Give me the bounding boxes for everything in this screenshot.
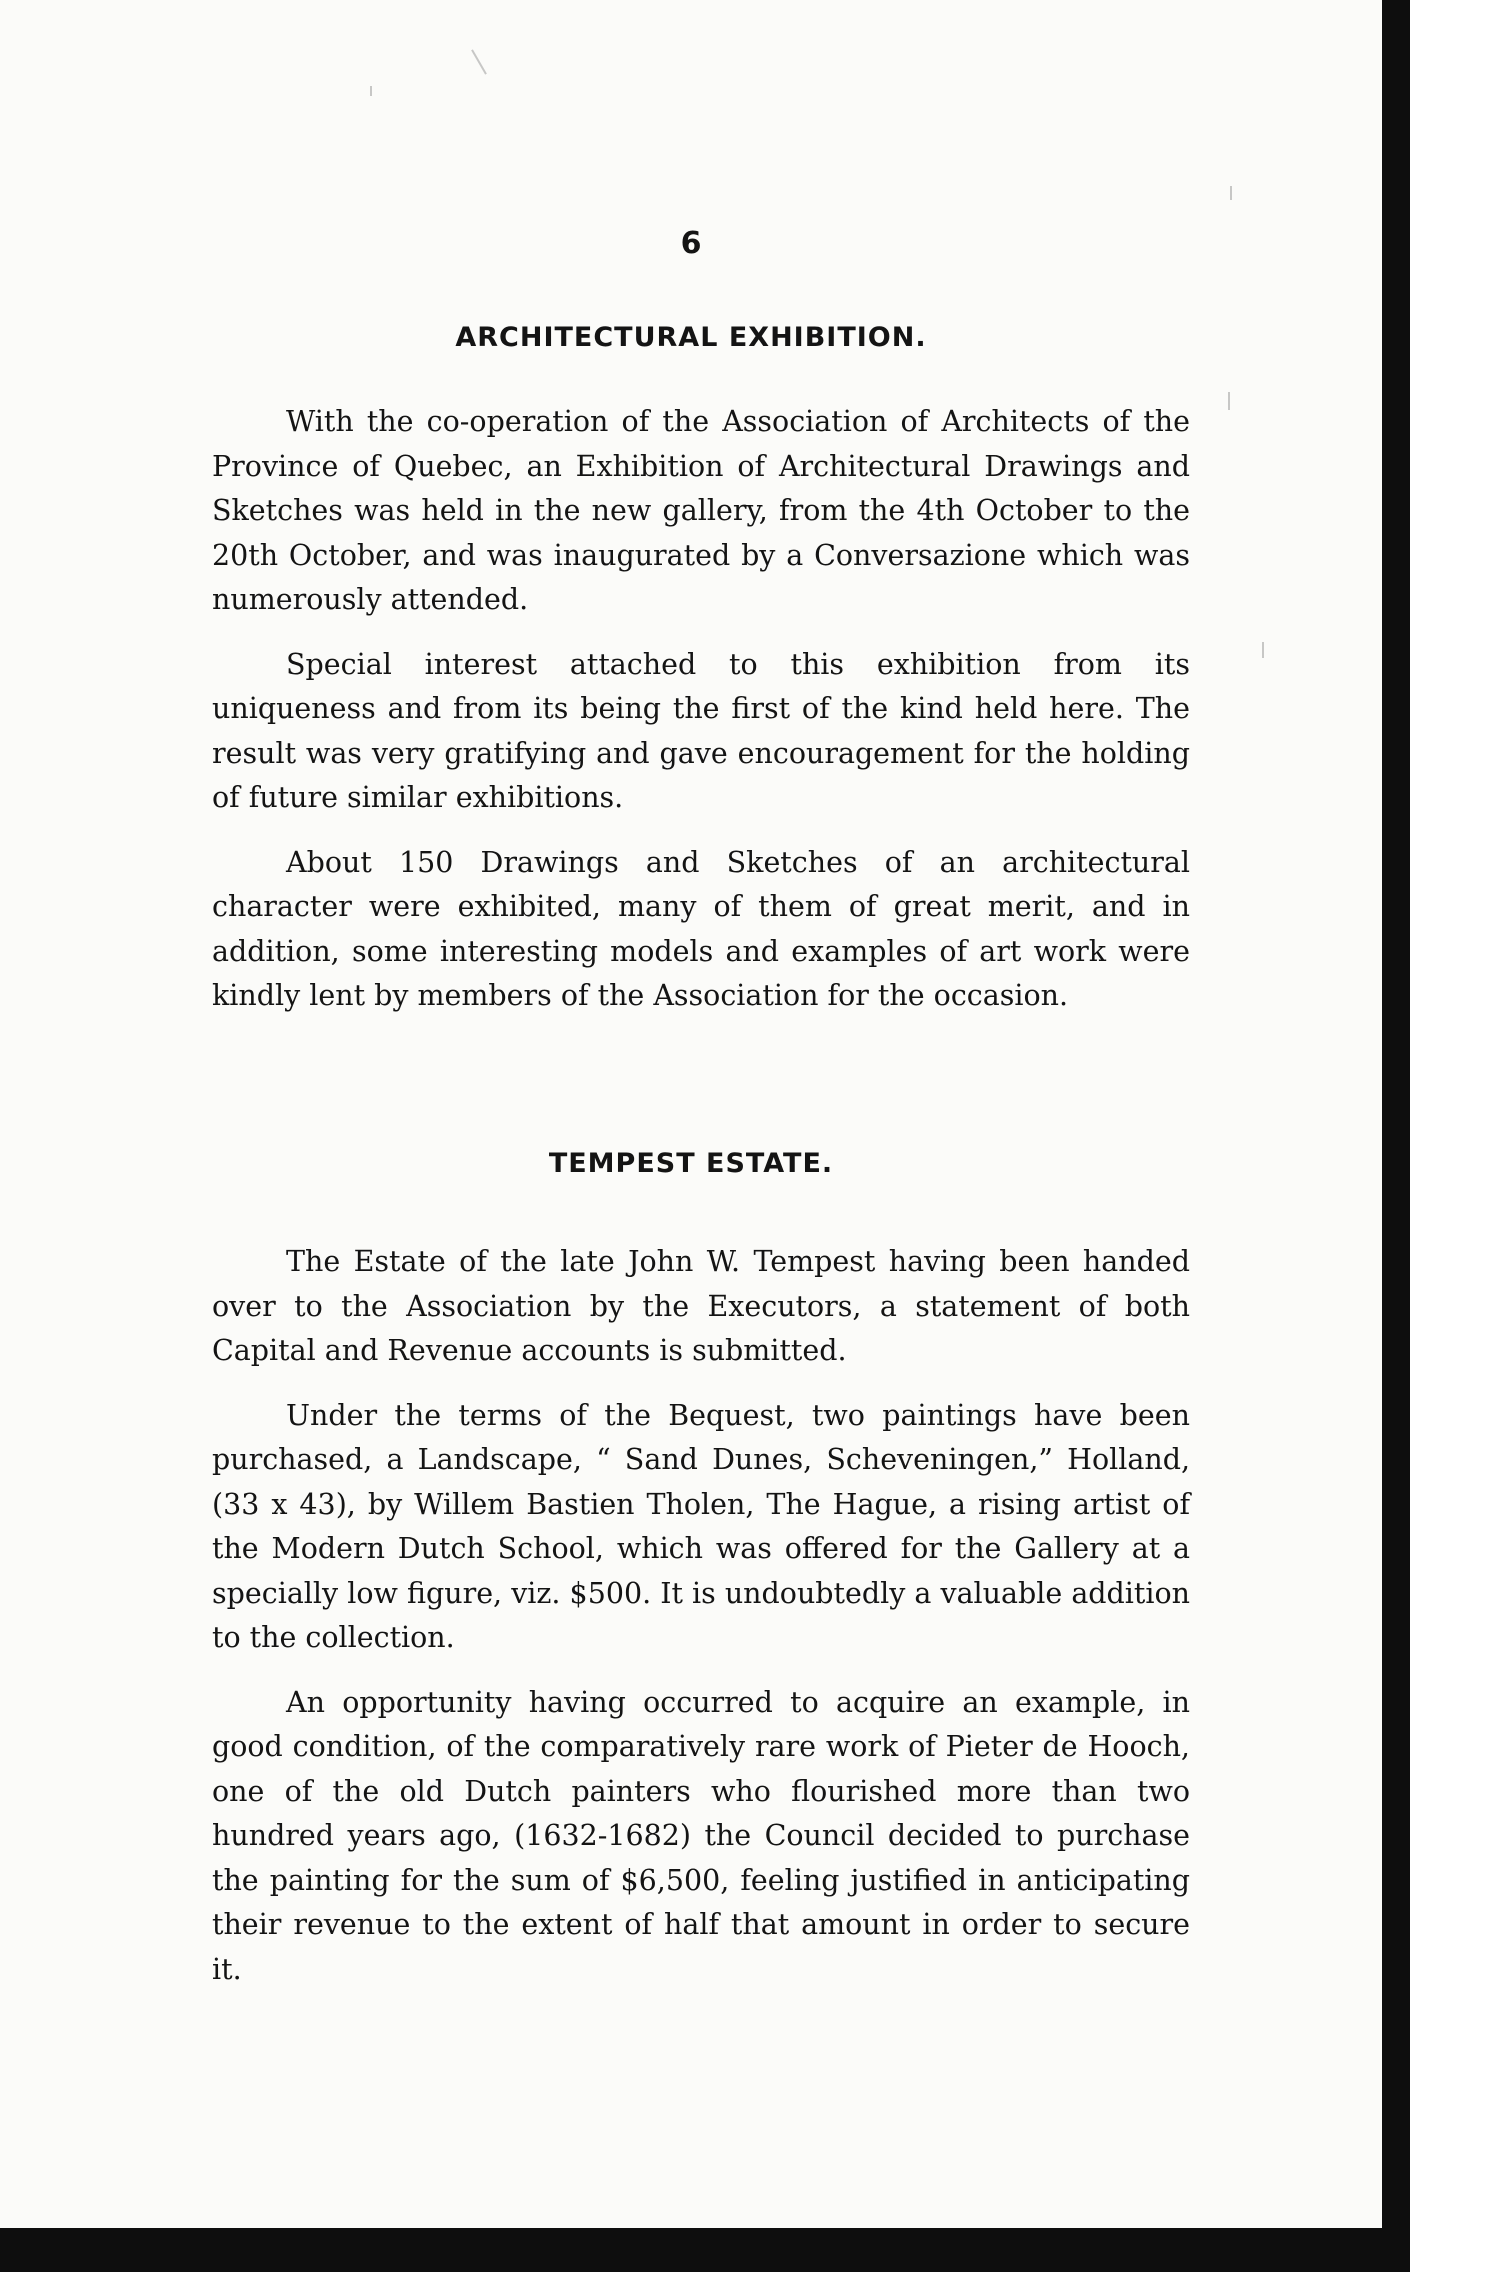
scan-right-border xyxy=(1382,0,1410,2228)
paragraph: About 150 Drawings and Sketches of an architectural character were exhibited, many of them of great merit, and in addition, some interesting models and examples of art work were kindly lent by members of the Association for the occasion. xyxy=(212,845,1190,1012)
paragraph: The Estate of the late John W. Tempest having been handed over to the Association by the Executors, a statement of both Capital and Revenue accounts is submitted. xyxy=(212,1245,1190,1367)
scan-speck xyxy=(1230,186,1232,200)
scan-right-margin xyxy=(1410,0,1496,2272)
section-body-architectural-exhibition xyxy=(212,400,1190,1039)
section-heading-architectural-exhibition: ARCHITECTURAL EXHIBITION. xyxy=(455,322,927,353)
scan-speck xyxy=(370,86,372,96)
scan-speck xyxy=(1228,392,1230,410)
section-body-tempest-estate xyxy=(212,1240,1190,2012)
scan-speck xyxy=(1262,642,1264,658)
paragraph: Under the terms of the Bequest, two paintings have been purchased, a Landscape, “ Sand Dunes, Scheveningen,” Holland, (33 x 43), by Willem Bastien Tholen, The Hague, a rising artist of the Modern Dutch School, which was offered for the Gallery at a specially low figure, viz. $500. It is undoubtedly a valuable addition to the collection. xyxy=(212,1398,1190,1654)
section-heading-tempest-estate: TEMPEST ESTATE. xyxy=(548,1148,834,1179)
paragraph: Special interest attached to this exhibition from its uniqueness and from its being the first of the kind held here. The result was very gratifying and gave encouragement for the holding of future similar exhibitions. xyxy=(212,647,1190,814)
scan-bottom-border xyxy=(0,2228,1410,2272)
paragraph: An opportunity having occurred to acquire an example, in good condition, of the comparatively rare work of Pieter de Hooch, one of the old Dutch painters who flourished more than two hundred years ago, (1632-1682) the Council decided to purchase the painting for the sum of $6,500, feeling justified in anticipating their revenue to the extent of half that amount in order to secure it. xyxy=(212,1685,1190,1986)
paragraph: With the co-operation of the Association of Architects of the Province of Quebec, an Exhibition of Architectural Drawings and Sketches was held in the new gallery, from the 4th October to the 20th October, and was inaugurated by a Conversazione which was numerously attended. xyxy=(212,405,1190,616)
page-number: 6 xyxy=(680,226,702,261)
